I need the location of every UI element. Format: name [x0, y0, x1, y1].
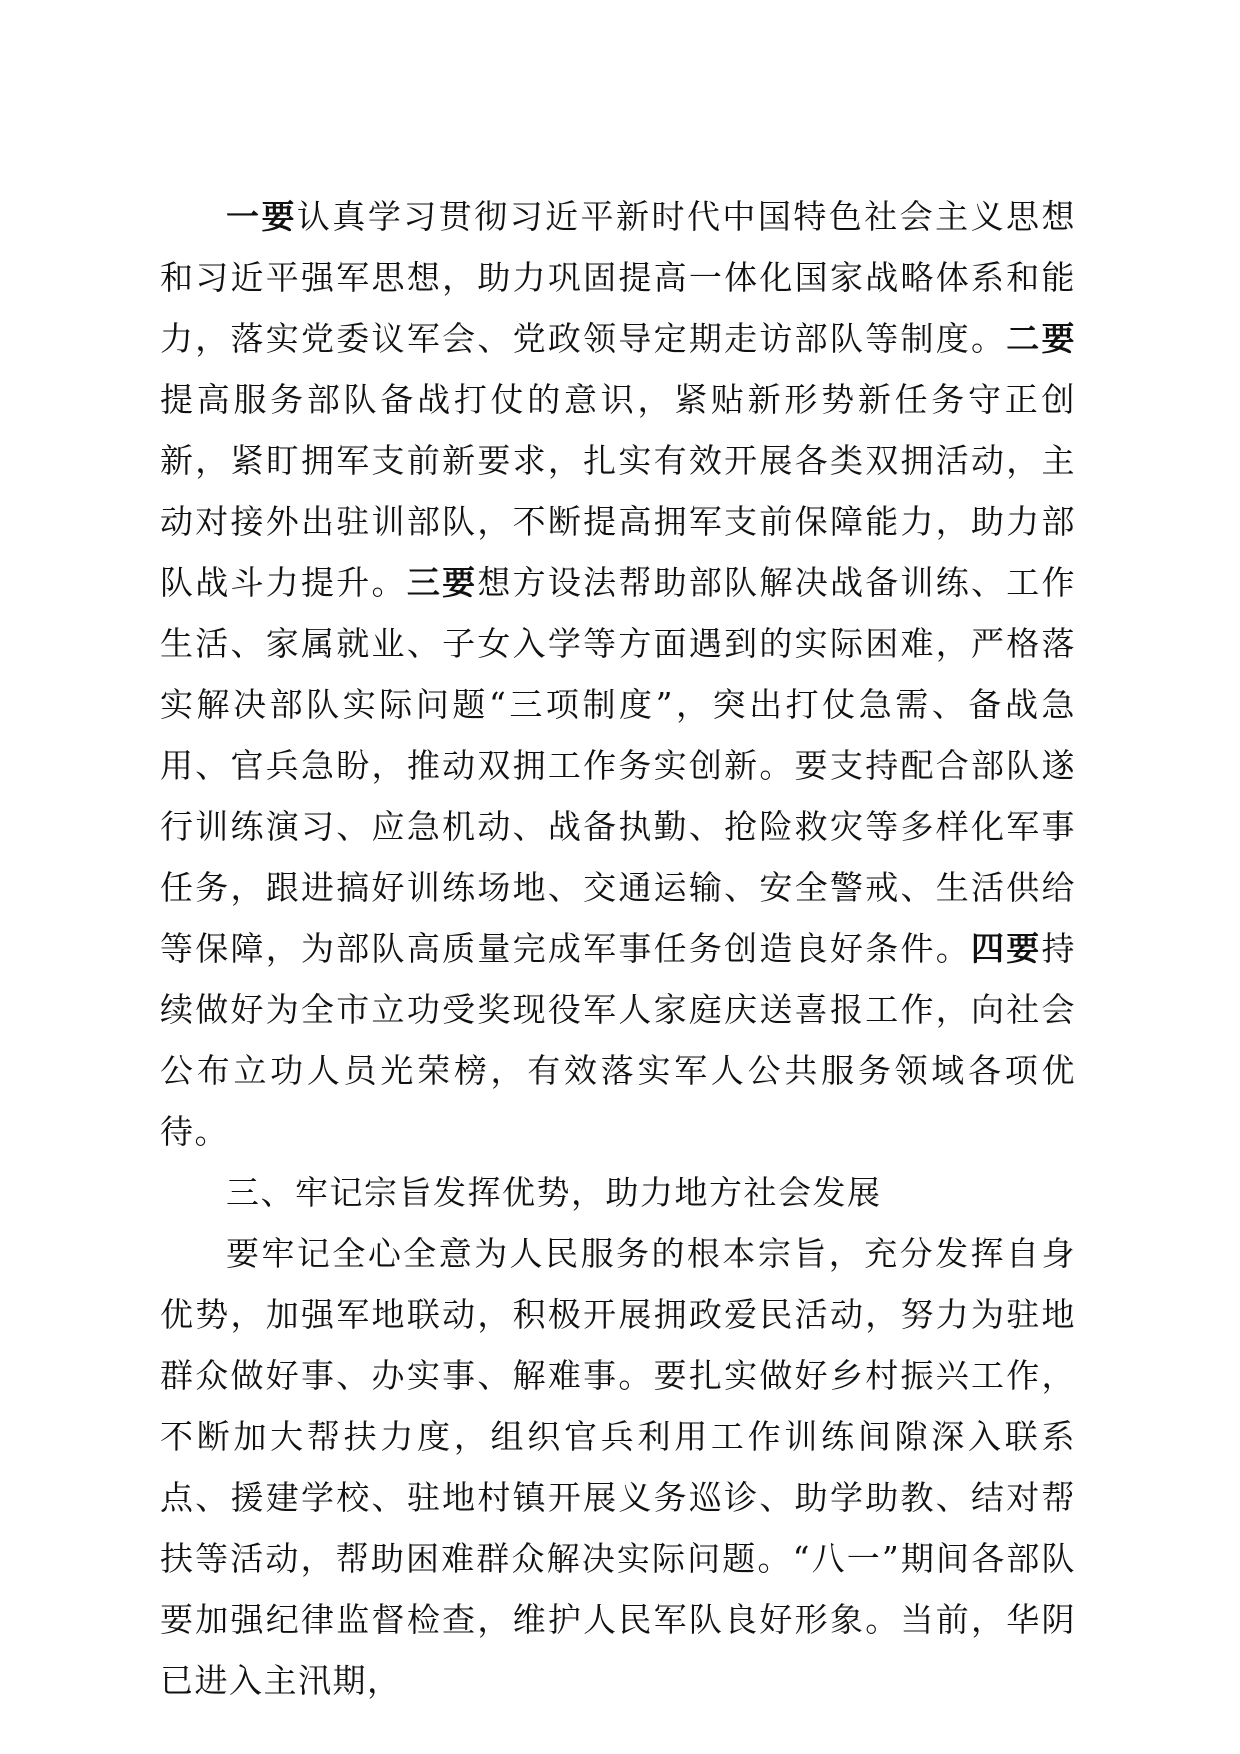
keyword-second: 二要: [1006, 319, 1077, 358]
paragraph-requirements: [160, 186, 1076, 1162]
keyword-fourth: 四要: [970, 929, 1042, 968]
keyword-first: 一要: [226, 197, 297, 236]
text-first: 认真学习贯彻习近平新时代中国特色社会主义思想和习近平强军思想，助力巩固提高一体化国家战略体系和能力，落实党委议军会、党政领导定期走访部队等制度。: [160, 197, 1077, 358]
section-heading-three: 三、牢记宗旨发挥优势，助力地方社会发展: [226, 1173, 882, 1212]
document-page: [160, 186, 1076, 1711]
text-second: 提高服务部队备战打仗的意识，紧贴新形势新任务守正创新，紧盯拥军支前新要求，扎实有效开展各类双拥活动，主动对接外出驻训部队，不断提高拥军支前保障能力，助力部队战斗力提升。: [160, 380, 1076, 602]
keyword-third: 三要: [406, 563, 478, 602]
text-fourth: 持续做好为全市立功受奖现役军人家庭庆送喜报工作，向社会公布立功人员光荣榜，有效落实军人公共服务领域各项优待。: [160, 929, 1077, 1151]
text-third: 想方设法帮助部队解决战备训练、工作生活、家属就业、子女入学等方面遇到的实际困难，严格落实解决部队实际问题“三项制度”，突出打仗急需、备战急用、官兵急盼，推动双拥工作务实创新。要支持配合部队遂行训练演习、应急机动、战备执勤、抢险救灾等多样化军事任务，跟进搞好训练场地、交通运输、安全警戒、生活供给等保障，为部队高质量完成军事任务创造良好条件。: [160, 563, 1077, 968]
paragraph-section-three: 要牢记全心全意为人民服务的根本宗旨，充分发挥自身优势，加强军地联动，积极开展拥政爱民活动，努力为驻地群众做好事、办实事、解难事。要扎实做好乡村振兴工作，不断加大帮扶力度，组织官兵利用工作训练间隙深入联系点、援建学校、驻地村镇开展义务巡诊、助学助教、结对帮扶等活动，帮助困难群众解决实际问题。“八一”期间各部队要加强纪律监督检查，维护人民军队良好形象。当前，华阴已进入主汛期，: [160, 1234, 1076, 1700]
